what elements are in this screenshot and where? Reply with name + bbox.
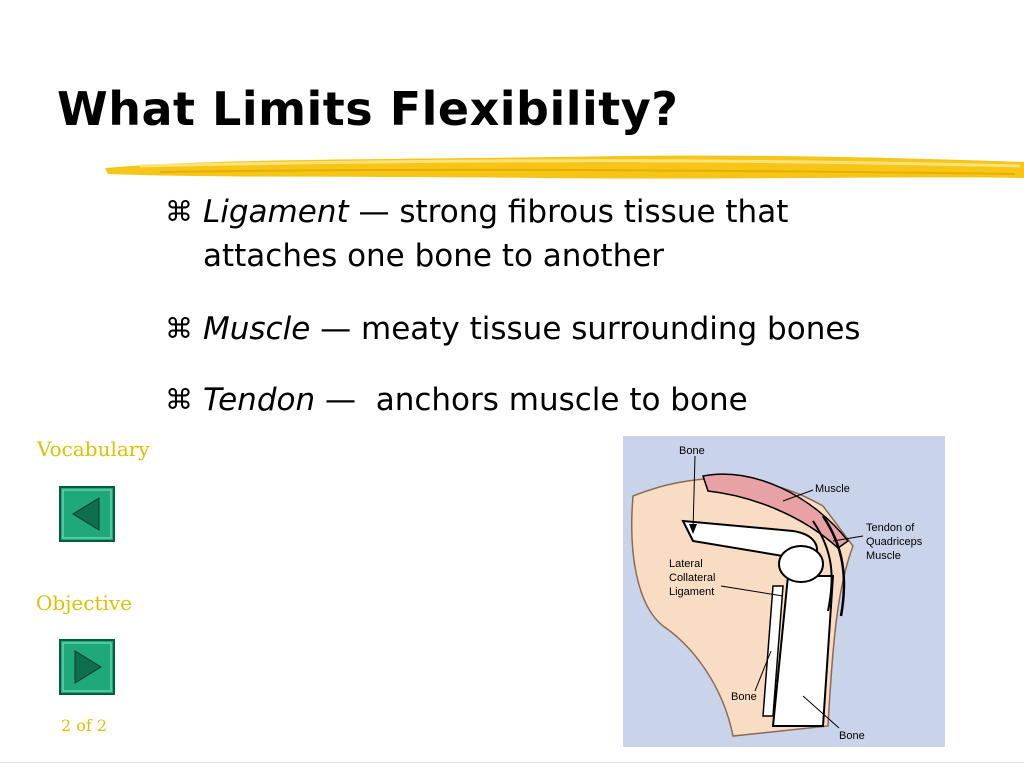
objective-link[interactable]: Objective [36,591,133,615]
dash: — [315,382,356,418]
slide-title: What Limits Flexibility? [57,82,679,136]
label-muscle: Muscle [815,483,850,495]
definition: anchors muscle to bone [355,382,748,418]
knee-illustration [623,436,945,747]
label-bone-top: Bone [679,445,705,457]
label-bone-mid: Bone [731,691,757,703]
bullet-glyph: ⌘ [165,312,193,345]
footer-divider [0,762,1024,763]
definition-line1: strong fibrous tissue that [389,194,789,230]
page-indicator: 2 of 2 [61,716,108,735]
term-ligament: Ligament [203,194,349,230]
label-ligament-3: Ligament [669,586,715,598]
term-tendon: Tendon [203,382,316,418]
definition-line2: attaches one bone to another [203,238,665,274]
label-tendon-2: Quadriceps [866,536,923,548]
vocabulary-link[interactable]: Vocabulary [37,437,150,461]
bullet-ligament [165,190,788,278]
forward-button[interactable] [59,639,115,695]
bullet-glyph: ⌘ [165,383,193,416]
label-tendon-1: Tendon of [866,522,915,534]
definition: meaty tissue surrounding bones [351,311,861,347]
label-bone-bottom: Bone [839,730,865,742]
bullet-muscle [165,307,861,351]
yellow-highlighter-stroke [100,148,1024,188]
label-ligament-1: Lateral [669,558,703,570]
dash: — [348,194,390,230]
term-muscle: Muscle [203,311,311,347]
bullet-tendon [165,378,748,422]
label-tendon-3: Muscle [866,550,901,562]
back-button[interactable] [59,486,115,542]
label-ligament-2: Collateral [669,572,716,584]
dash: — [310,311,352,347]
knee-diagram [623,436,945,747]
bullet-glyph: ⌘ [165,195,193,228]
